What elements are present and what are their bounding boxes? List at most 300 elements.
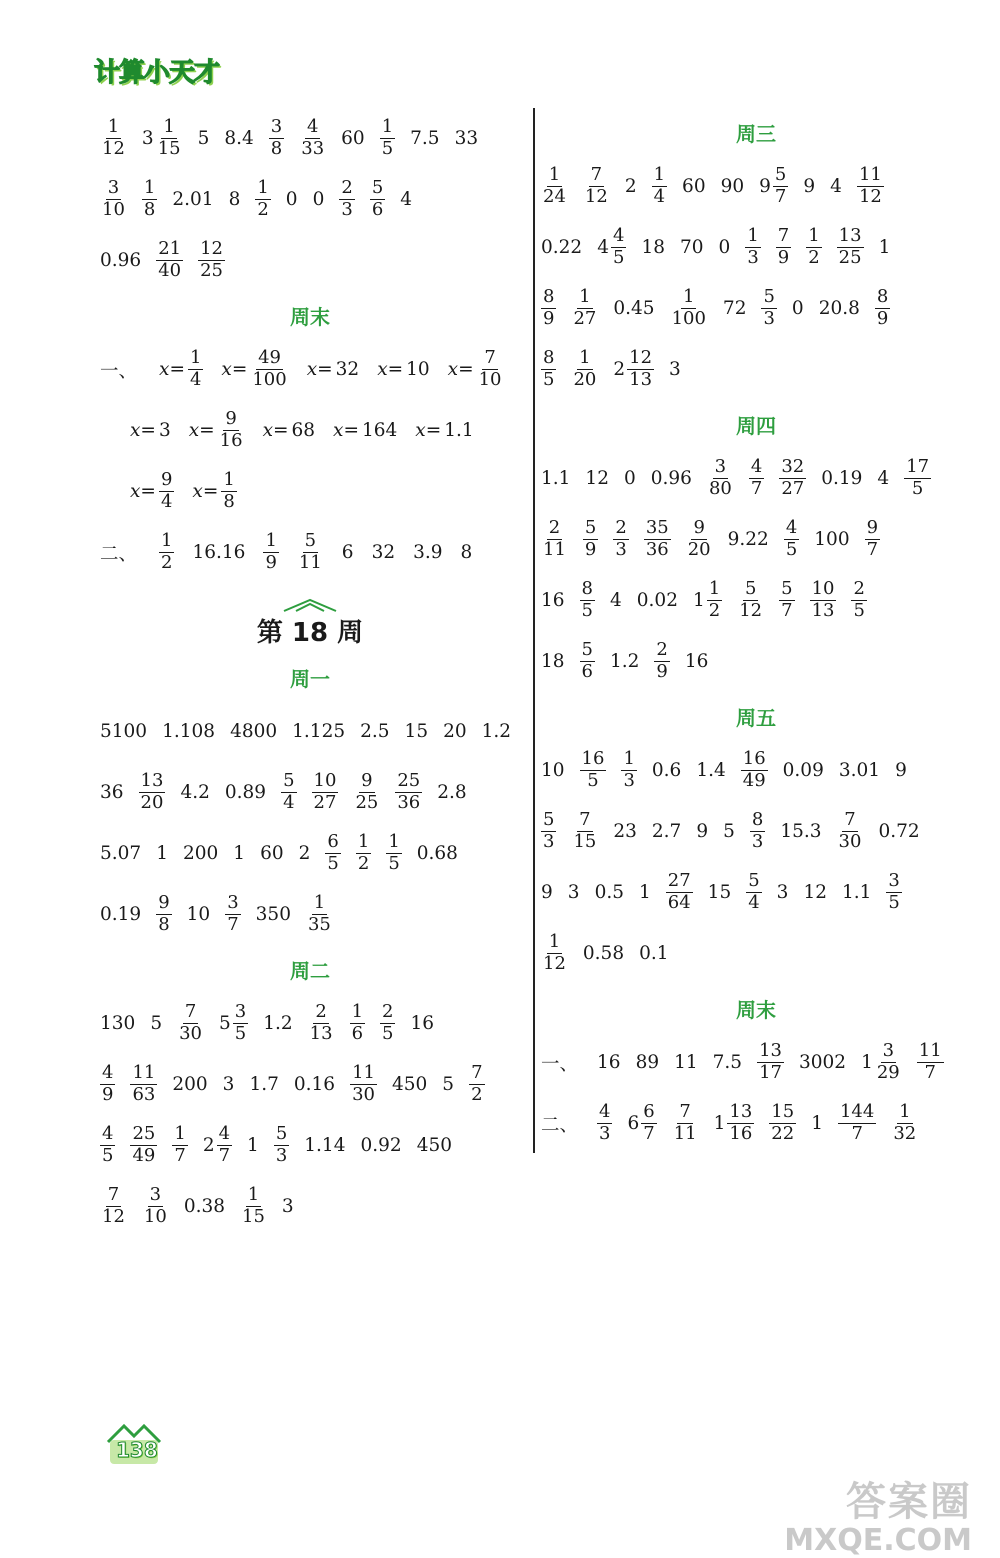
answer-value [130, 1064, 157, 1105]
page-number: 138 [116, 1438, 158, 1462]
answer-value [139, 772, 166, 813]
answer-value: 3.01 [838, 760, 881, 781]
roof-ornament-icon [282, 598, 338, 612]
answer-value: 3002 [798, 1052, 847, 1073]
fraction [156, 240, 183, 281]
fraction [274, 1125, 289, 1166]
denominator: 4 [283, 792, 295, 813]
denominator: 3 [543, 831, 555, 852]
fraction [613, 519, 628, 560]
weekend-answers [541, 1032, 971, 1154]
numerator: 8 [543, 347, 555, 369]
numerator: 2 [656, 639, 668, 661]
answer-value [306, 894, 333, 935]
answer-value: 0.68 [416, 843, 458, 864]
answer-value [759, 166, 788, 207]
answer-value [621, 750, 636, 791]
answer-value: 11 [674, 1052, 698, 1073]
numerator: 3 [714, 456, 727, 478]
numerator: 2 [382, 1001, 394, 1023]
denominator: 8 [158, 914, 170, 935]
answer-value [477, 349, 504, 390]
numerator: 35 [645, 517, 669, 539]
denominator: 25 [200, 260, 224, 281]
denominator: 20 [573, 369, 597, 390]
answer-value: 4 [830, 176, 842, 197]
fraction [100, 179, 127, 220]
answer-value [761, 288, 776, 329]
numerator: 5 [781, 578, 793, 600]
part-prefix: 二、 [541, 1114, 579, 1136]
numerator: 5 [371, 177, 384, 199]
numerator: 4 [750, 456, 763, 478]
fraction [666, 872, 693, 913]
monday-answers [100, 701, 520, 945]
numerator: 8 [543, 286, 555, 308]
fraction [757, 1042, 784, 1083]
answer-value [172, 1125, 187, 1166]
answer-value: 18 [641, 237, 665, 258]
answer-value [580, 641, 595, 682]
answer-value [757, 1042, 784, 1083]
numerator: 3 [107, 177, 120, 199]
answer-value: 1.14 [304, 1135, 346, 1156]
fraction [469, 1064, 484, 1105]
answer-value: 200 [172, 1074, 208, 1095]
answer-value: 1.2 [610, 651, 640, 672]
denominator: 10 [102, 199, 125, 220]
answer-value: 5 [197, 128, 210, 149]
answer-value [240, 1186, 267, 1227]
denominator: 12 [102, 138, 125, 159]
denominator: 7 [174, 1145, 186, 1166]
answer-value: 2 [298, 843, 311, 864]
answer-value: 0.96 [100, 250, 142, 271]
answer-value [218, 410, 245, 451]
answer-value [580, 750, 607, 791]
answer-row [100, 993, 520, 1054]
numerator: 17 [906, 456, 930, 478]
numerator: 1 [579, 347, 591, 369]
answer-value: 0 [623, 468, 636, 489]
fraction [156, 118, 183, 159]
answer-row [541, 801, 971, 862]
answer-value: 350 [255, 904, 291, 925]
denominator: 6 [581, 661, 593, 682]
answer-value [541, 933, 568, 974]
denominator: 13 [309, 1023, 333, 1044]
numerator: 15 [771, 1101, 795, 1123]
answer-value [571, 288, 598, 329]
denominator: 5 [911, 478, 924, 499]
fraction [611, 227, 626, 268]
answer-value [627, 1103, 656, 1144]
equation-variable: x= [159, 359, 185, 380]
fraction [727, 1103, 754, 1144]
fraction [769, 1103, 796, 1144]
numerator: 1 [174, 1123, 186, 1145]
watermark [732, 1470, 972, 1558]
denominator: 7 [774, 186, 787, 207]
answer-value: 23 [613, 821, 637, 842]
fraction [891, 1103, 918, 1144]
answer-row [100, 1054, 520, 1115]
equation-variable: x= [188, 420, 215, 441]
denominator: 3 [623, 770, 635, 791]
fraction [100, 1125, 115, 1166]
denominator: 5 [581, 600, 593, 621]
denominator: 36 [645, 539, 669, 560]
answer-value [597, 1103, 612, 1144]
equation-variable: x= [415, 420, 442, 441]
fraction [356, 833, 371, 874]
mixed-whole: 3 [141, 128, 154, 149]
denominator: 13 [629, 369, 653, 390]
answer-value [571, 811, 598, 852]
answer-value: 16 [410, 1013, 435, 1034]
numerator: 3 [227, 892, 239, 914]
answer-row [541, 278, 971, 339]
numerator: 3 [882, 1040, 895, 1062]
fraction [159, 471, 174, 512]
denominator: 5 [612, 247, 625, 268]
numerator: 1 [163, 116, 175, 138]
numerator: 1 [899, 1101, 911, 1123]
numerator: 12 [200, 238, 224, 260]
answer-value: 2 [624, 176, 637, 197]
fraction [233, 1003, 248, 1044]
denominator: 7 [866, 539, 879, 560]
answer-row [541, 570, 971, 631]
answer-value [188, 349, 203, 390]
answer-value: 0.22 [541, 237, 583, 258]
answer-value [613, 519, 628, 560]
answer-value [541, 349, 556, 390]
answer-value: 450 [391, 1074, 428, 1095]
numerator: 3 [234, 1001, 247, 1023]
denominator: 2 [471, 1084, 483, 1105]
answer-value: 70 [679, 237, 704, 258]
answer-value [737, 580, 764, 621]
denominator: 24 [543, 186, 566, 207]
answer-value [571, 349, 598, 390]
denominator: 7 [750, 478, 763, 499]
denominator: 9 [543, 308, 555, 329]
numerator: 1 [257, 177, 269, 199]
denominator: 4 [160, 491, 173, 512]
fraction [255, 179, 270, 220]
denominator: 100 [671, 308, 706, 329]
answer-value [395, 772, 422, 813]
answer-value: 3.9 [413, 542, 443, 563]
answer-value: 2.5 [360, 721, 390, 742]
denominator: 12 [102, 1206, 125, 1227]
answer-value [904, 458, 931, 499]
answer-value [583, 166, 610, 207]
answer-value [159, 471, 174, 512]
denominator: 27 [313, 792, 337, 813]
answer-value [353, 772, 380, 813]
answer-value [356, 833, 371, 874]
answer-value [749, 458, 764, 499]
equation-variable: x= [377, 359, 404, 380]
numerator: 4 [218, 1123, 231, 1145]
right-column [541, 108, 971, 1154]
answer-value: 0.92 [360, 1135, 402, 1156]
denominator: 17 [759, 1062, 782, 1083]
denominator: 8 [223, 491, 235, 512]
denominator: 4 [189, 369, 202, 390]
fraction [306, 894, 333, 935]
numerator: 1 [143, 177, 156, 199]
fraction [269, 118, 284, 159]
denominator: 5 [381, 138, 394, 159]
answer-value [281, 772, 296, 813]
answer-value [644, 519, 671, 560]
denominator: 12 [858, 186, 882, 207]
answer-value: 450 [416, 1135, 452, 1156]
fraction [299, 118, 326, 159]
fraction [707, 580, 722, 621]
answer-value [875, 288, 890, 329]
equation-variable: x= [130, 481, 156, 502]
fraction [746, 872, 761, 913]
mixed-whole: 2 [613, 359, 626, 380]
answer-value: 9 [541, 882, 553, 903]
answer-value [654, 641, 669, 682]
answer-value: 0.89 [224, 782, 267, 803]
numerator: 1 [247, 1184, 260, 1206]
denominator: 36 [397, 792, 421, 813]
fraction [217, 1125, 232, 1166]
numerator: 8 [876, 286, 889, 308]
numerator: 5 [774, 164, 787, 186]
equation [448, 349, 504, 390]
equation-row [100, 400, 520, 461]
denominator: 5 [543, 369, 555, 390]
answer-value: 1.108 [162, 721, 216, 742]
denominator: 27 [573, 308, 597, 329]
numerator: 7 [471, 1062, 483, 1084]
fraction [627, 349, 654, 390]
answer-value [312, 772, 339, 813]
fraction [583, 166, 610, 207]
numerator: 5 [584, 517, 597, 539]
denominator: 20 [687, 539, 711, 560]
answer-value [779, 458, 806, 499]
answer-value: 36 [100, 782, 124, 803]
answer-value: 32 [335, 359, 360, 380]
answer-row [541, 1032, 971, 1093]
numerator: 1 [189, 347, 202, 369]
answer-value: 5100 [100, 721, 148, 742]
answer-value [746, 872, 761, 913]
wednesday-answers [541, 156, 971, 400]
fraction [686, 519, 713, 560]
part-prefix: 一、 [541, 1053, 579, 1075]
numerator: 11 [352, 1062, 375, 1084]
fraction [225, 894, 240, 935]
equation-row [100, 339, 520, 400]
numerator: 32 [781, 456, 805, 478]
numerator: 1 [265, 530, 277, 552]
answer-value: 20 [443, 721, 467, 742]
numerator: 1 [808, 225, 820, 247]
answer-value [837, 227, 864, 268]
answer-value [380, 1003, 395, 1044]
answer-value: 100 [814, 529, 850, 550]
equation-row [100, 461, 520, 522]
denominator: 2 [161, 552, 173, 573]
fraction [198, 240, 225, 281]
answer-value: 8 [460, 542, 473, 563]
denominator: 7 [643, 1123, 655, 1144]
answer-row [541, 509, 971, 570]
denominator: 7 [924, 1062, 936, 1083]
answer-value: 90 [720, 176, 745, 197]
numerator: 9 [866, 517, 879, 539]
numerator: 2 [615, 517, 627, 539]
fraction [541, 288, 556, 329]
fraction [741, 750, 768, 791]
answer-value [156, 240, 183, 281]
answer-value: 4.2 [180, 782, 210, 803]
answer-value: 200 [182, 843, 219, 864]
answer-row [100, 884, 520, 945]
mixed-whole: 1 [692, 590, 705, 611]
denominator: 4 [653, 186, 666, 207]
answer-value: 4 [610, 590, 622, 611]
fraction [100, 118, 127, 159]
answer-value [613, 349, 654, 390]
numerator: 144 [839, 1101, 875, 1123]
answer-value: 16.16 [192, 542, 246, 563]
answer-value [299, 118, 326, 159]
answer-value [837, 811, 864, 852]
denominator: 32 [893, 1123, 917, 1144]
answer-value [810, 580, 837, 621]
numerator: 1 [161, 530, 173, 552]
denominator: 3 [747, 247, 759, 268]
answer-row [100, 823, 520, 884]
denominator: 5 [327, 853, 339, 874]
numerator: 10 [313, 770, 337, 792]
answer-value: 9 [803, 176, 816, 197]
fraction [477, 349, 504, 390]
denominator: 9 [102, 1084, 114, 1105]
answer-value [100, 118, 127, 159]
numerator: 1 [708, 578, 721, 600]
numerator: 49 [258, 347, 281, 369]
numerator: 5 [304, 530, 317, 552]
left-column [100, 108, 520, 1237]
fraction [654, 641, 669, 682]
answer-value [142, 1186, 169, 1227]
fraction [541, 166, 568, 207]
answer-value [142, 118, 183, 159]
denominator: 5 [853, 600, 865, 621]
denominator: 9 [265, 552, 277, 573]
denominator: 9 [876, 308, 889, 329]
numerator: 6 [327, 831, 339, 853]
denominator: 5 [102, 1145, 114, 1166]
numerator: 7 [844, 809, 856, 831]
answer-value: 1 [247, 1135, 259, 1156]
equation-variable: x= [192, 481, 219, 502]
equation [263, 420, 315, 441]
answer-value [177, 1003, 204, 1044]
numerator: 27 [667, 870, 691, 892]
answer-value [297, 532, 324, 573]
answer-value [851, 580, 866, 621]
numerator: 5 [275, 1123, 288, 1145]
answer-value: 1.125 [292, 721, 346, 742]
answer-value: 1 [233, 843, 246, 864]
fraction [806, 227, 821, 268]
answer-row [100, 1115, 520, 1176]
fraction [172, 1125, 187, 1166]
fraction [904, 458, 931, 499]
denominator: 4 [748, 892, 760, 913]
answer-value [255, 179, 270, 220]
fraction [779, 580, 794, 621]
fraction [188, 349, 203, 390]
answer-value [325, 833, 340, 874]
denominator: 29 [876, 1062, 900, 1083]
fraction [541, 933, 568, 974]
numerator: 3 [270, 116, 283, 138]
answer-value: 89 [635, 1052, 660, 1073]
answer-value: 0.72 [878, 821, 920, 842]
fraction [308, 1003, 335, 1044]
answer-value: 60 [260, 843, 284, 864]
denominator: 3 [751, 831, 764, 852]
answer-value: 0.38 [183, 1196, 226, 1217]
numerator: 1 [388, 831, 400, 853]
numerator: 1 [357, 831, 370, 853]
equation [130, 420, 171, 441]
answer-value [686, 519, 713, 560]
answer-value: 0.19 [100, 904, 142, 925]
numerator: 9 [225, 408, 237, 430]
answer-value [865, 519, 880, 560]
fraction [142, 179, 157, 220]
answer-value: 68 [291, 420, 316, 441]
answer-value: 1.1 [444, 420, 474, 441]
denominator: 49 [742, 770, 766, 791]
denominator: 11 [543, 539, 566, 560]
page-number-badge [104, 1420, 164, 1466]
denominator: 3 [763, 308, 775, 329]
fraction [750, 811, 765, 852]
answer-row [541, 448, 971, 509]
numerator: 9 [361, 770, 373, 792]
answer-value [100, 179, 127, 220]
answer-row [100, 522, 520, 583]
answer-value [221, 471, 236, 512]
answer-value [370, 179, 385, 220]
fraction [857, 166, 884, 207]
denominator: 2 [808, 247, 820, 268]
answer-value: 12 [585, 468, 609, 489]
answer-value: 3 [281, 1196, 294, 1217]
numerator: 7 [484, 347, 496, 369]
numerator: 13 [140, 770, 164, 792]
numerator: 1 [579, 286, 591, 308]
answer-value: 1 [156, 843, 168, 864]
answer-value: 9 [696, 821, 709, 842]
denominator: 5 [587, 770, 599, 791]
